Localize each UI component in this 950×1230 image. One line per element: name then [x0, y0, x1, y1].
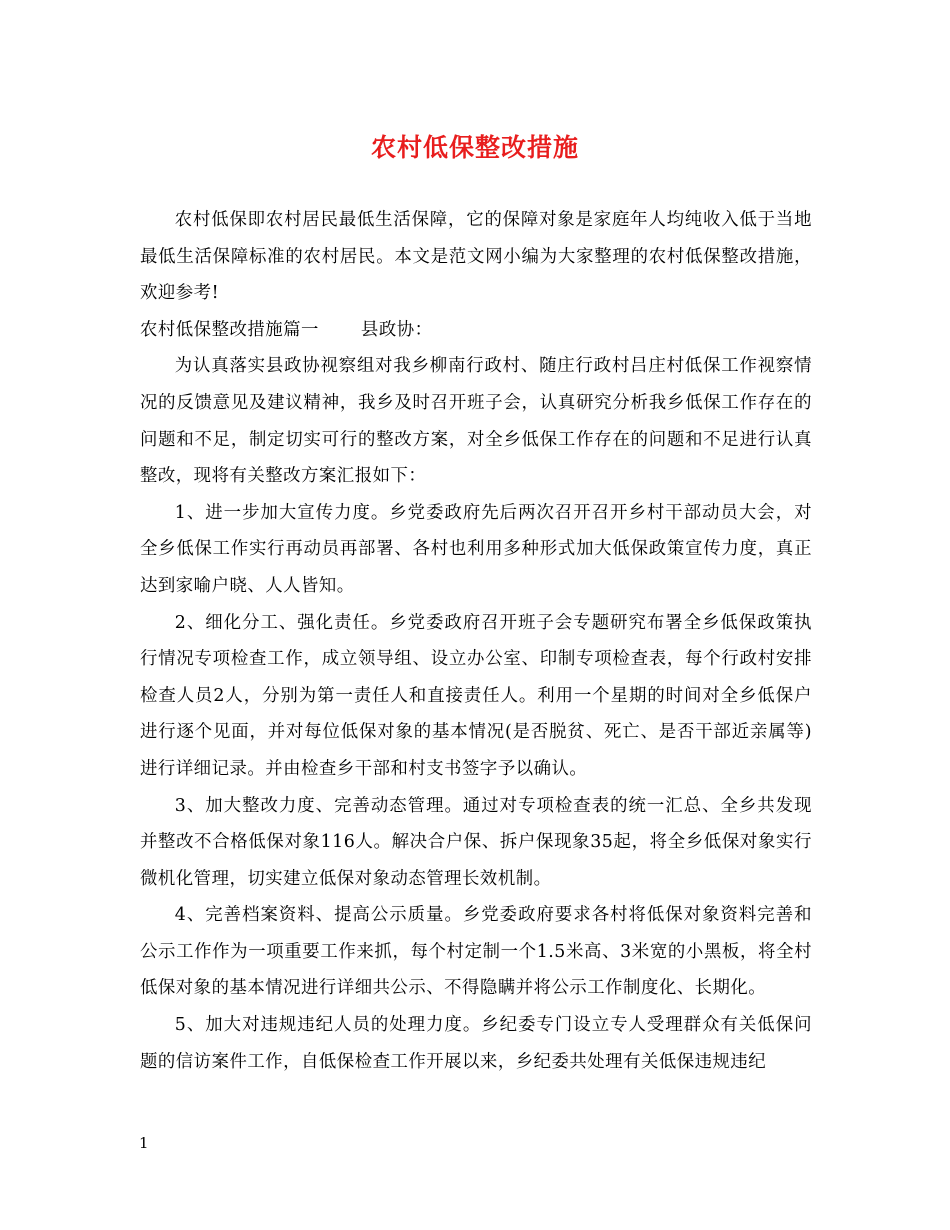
body-paragraph: 3、加大整改力度、完善动态管理。通过对专项检查表的统一汇总、全乡共发现并整改不合格低保对象116人。解决合户保、拆户保现象35起，将全乡低保对象实行微机化管理，切实建立低保对象动态管理长效机制。 — [140, 795, 812, 889]
section-heading-line — [140, 312, 812, 349]
intro-paragraph: 农村低保即农村居民最低生活保障，它的保障对象是家庭年人均纯收入低于当地最低生活保障标准的农村居民。本文是范文网小编为大家整理的农村低保整改措施，欢迎参考! — [140, 210, 812, 304]
body-paragraph: 为认真落实县政协视察组对我乡柳南行政村、随庄行政村吕庄村低保工作视察情况的反馈意见及建议精神，我乡及时召开班子会，认真研究分析我乡低保工作存在的问题和不足，制定切实可行的整改方案，对全乡低保工作存在的问题和不足进行认真整改，现将有关整改方案汇报如下： — [140, 356, 812, 487]
body-paragraph: 5、加大对违规违纪人员的处理力度。乡纪委专门设立专人受理群众有关低保问题的信访案件工作，自低保检查工作开展以来，乡纪委共处理有关低保违规违纪 — [140, 1015, 812, 1072]
body-paragraph: 2、细化分工、强化责任。乡党委政府召开班子会专题研究布署全乡低保政策执行情况专项检查工作，成立领导组、设立办公室、印制专项检查表，每个行政村安排检查人员2人，分别为第一责任人和直接责任人。利用一个星期的时间对全乡低保户进行逐个见面，并对每位低保对象的基本情况(是否脱贫、死亡、是否干部近亲属等)进行详细记录。并由检查乡干部和村支书签字予以确认。 — [140, 612, 812, 779]
body-paragraph: 4、完善档案资料、提高公示质量。乡党委政府要求各村将低保对象资料完善和公示工作作为一项重要工作来抓，每个村定制一个1.5米高、3米宽的小黑板，将全村低保对象的基本情况进行详细共公示、不得隐瞒并将公示工作制度化、长期化。 — [140, 905, 812, 999]
body-paragraph: 1、进一步加大宣传力度。乡党委政府先后两次召开召开乡村干部动员大会，对全乡低保工作实行再动员再部署、各村也利用多种形式加大低保政策宣传力度，真正达到家喻户晓、人人皆知。 — [140, 502, 812, 596]
document-title: 农村低保整改措施 — [370, 133, 579, 162]
section-recipient: 县政协： — [360, 319, 433, 340]
section-heading: 农村低保整改措施篇一 — [140, 319, 319, 340]
page-number: 1 — [139, 1134, 149, 1152]
document-body — [140, 202, 812, 1080]
